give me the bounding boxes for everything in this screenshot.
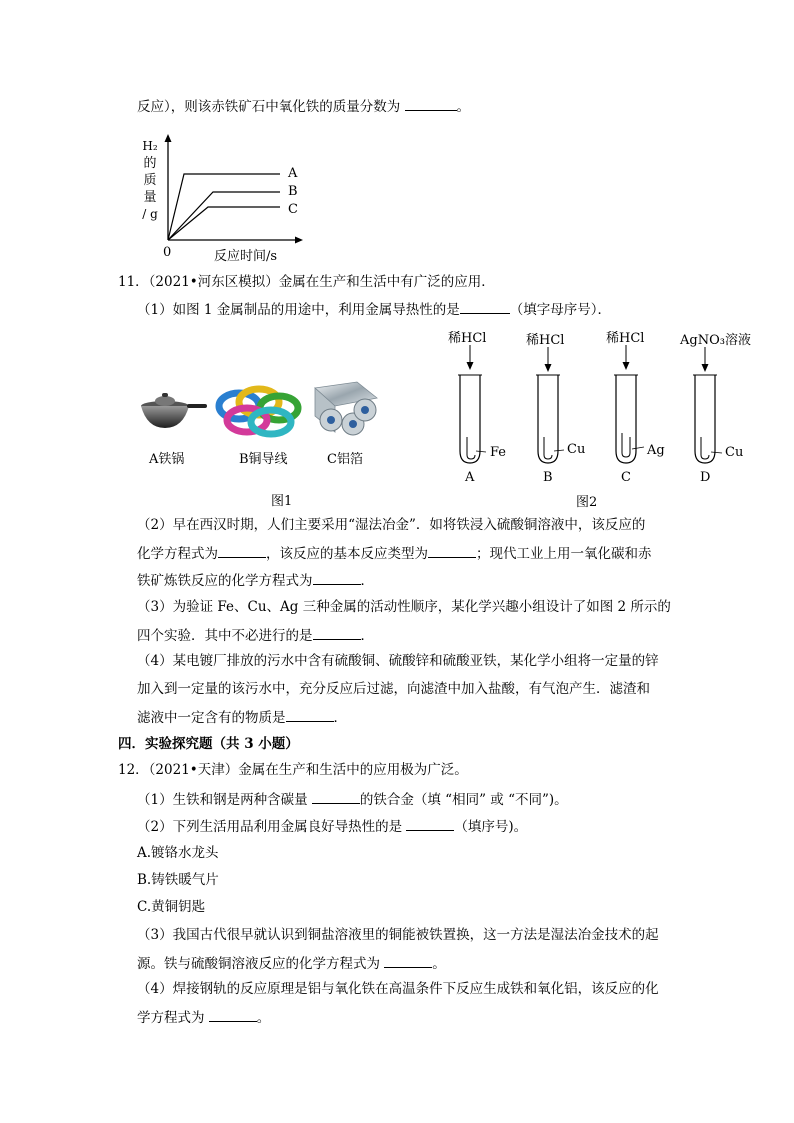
tube-letter-a: A [465, 470, 475, 485]
test-tube-b [536, 347, 564, 463]
fig1-item-b: B铜导线 [239, 452, 288, 467]
metal-a: Fe [490, 445, 507, 460]
text: ，该反应的基本反应类型为 [266, 546, 428, 562]
metal-d: Cu [725, 445, 744, 460]
text-line [137, 816, 527, 836]
question-12-heading: 12．（2021•天津）金属在生产和生活中的应用极为广泛。 [118, 762, 468, 778]
fig1-caption: 图1 [271, 494, 293, 509]
text: （填字母序号）． [509, 302, 612, 318]
reaction-graph [138, 132, 308, 262]
y-label-part: / g [142, 207, 158, 221]
text: （2）下列生活用品利用金属良好导热性的是 [137, 819, 407, 835]
text: ． [360, 573, 374, 589]
x-axis-label: 反应时间/s [214, 249, 278, 264]
fig1-item-a: A铁锅 [149, 452, 185, 467]
test-tube-c [614, 345, 644, 463]
reagent-c: 稀HCl [606, 331, 645, 346]
text: ；现代工业上用一氧化碳和赤 [476, 546, 652, 562]
figure-2 [440, 325, 760, 515]
text: （1）生铁和钢是两种含碳量 [137, 792, 312, 808]
option-b: B.铸铁暖气片 [137, 872, 219, 888]
text-line: （4）焊接钢轨的反应原理是铝与氧化铁在高温条件下反应生成铁和氧化铝，该反应的化 [137, 981, 659, 997]
text: 源。铁与硫酸铜溶液反应的化学方程式为 [137, 956, 385, 972]
answer-blank[interactable] [406, 816, 454, 831]
text: 。 [256, 1010, 271, 1026]
text: （1）如图 1 金属制品的用途中，利用金属导热性的是 [137, 302, 460, 318]
curve-b [168, 192, 280, 240]
text: 滤液中一定含有的物质是 [137, 710, 286, 726]
wok-image [137, 392, 209, 432]
answer-blank[interactable] [312, 789, 360, 804]
text: 反应），则该赤铁矿石中氧化铁的质量分数为 [137, 99, 405, 115]
curve-label-a: A [288, 166, 298, 181]
graph-axes [138, 132, 308, 262]
reagent-b: 稀HCl [526, 333, 565, 348]
test-tube-d [693, 347, 722, 463]
question-11-heading: 11．（2021•河东区模拟）金属在生产和生活中有广泛的应用． [118, 274, 495, 290]
text-line [137, 543, 652, 563]
tube-letter-b: B [543, 470, 553, 485]
text-line [137, 1007, 270, 1027]
curve-label-b: B [288, 184, 298, 199]
text-line: （3）我国古代很早就认识到铜盐溶液里的铜能被铁置换，这一方法是湿法冶金技术的起 [137, 927, 659, 943]
answer-blank[interactable] [286, 707, 334, 722]
text: ． [333, 710, 347, 726]
option-a: A.镀铬水龙头 [137, 845, 219, 861]
reagent-d: AgNO₃溶液 [680, 333, 751, 348]
figure-1 [135, 380, 395, 510]
answer-blank[interactable] [313, 625, 361, 640]
text-line [137, 789, 568, 809]
y-label-part: 量 [143, 190, 157, 205]
section-heading: 四．实验探究题（共 3 小题） [118, 736, 299, 752]
curve-c [168, 207, 280, 240]
fig2-caption: 图2 [576, 495, 598, 510]
answer-blank[interactable] [460, 299, 510, 314]
option-c: C.黄铜钥匙 [137, 899, 206, 915]
text: 学方程式为 [137, 1010, 209, 1026]
tube-letter-c: C [621, 470, 631, 485]
text: 。 [432, 956, 446, 972]
answer-blank[interactable] [405, 96, 457, 111]
text: （填序号)。 [454, 819, 528, 835]
text-line: （4）某电镀厂排放的污水中含有硫酸铜、硫酸锌和硫酸亚铁，某化学小组将一定量的锌 [137, 653, 659, 669]
tube-letter-d: D [700, 470, 711, 485]
answer-blank[interactable] [428, 543, 476, 558]
metal-c: Ag [647, 443, 665, 458]
text: 。 [456, 99, 471, 115]
fig1-item-c: C铝箔 [327, 452, 363, 467]
y-label-part: 质 [143, 173, 157, 188]
copper-wire-image [215, 384, 303, 440]
y-label-part: H₂ [142, 139, 158, 153]
metal-b: Cu [567, 442, 586, 457]
y-label-part: 的 [143, 156, 157, 171]
aluminum-foil-image [313, 380, 379, 438]
text: 铁矿炼铁反应的化学方程式为 [137, 573, 313, 589]
answer-blank[interactable] [384, 953, 432, 968]
text-line [137, 96, 470, 116]
text: 四个实验．其中不必进行的是 [137, 628, 313, 644]
test-tube-a [458, 345, 486, 463]
reagent-a: 稀HCl [448, 331, 487, 346]
text-line: （2）早在西汉时期，人们主要采用“湿法冶金”．如将铁浸入硫酸铜溶液中，该反应的 [137, 517, 646, 533]
answer-blank[interactable] [313, 570, 361, 585]
text-line: 加入到一定量的该污水中，充分反应后过滤，向滤渣中加入盐酸，有气泡产生．滤渣和 [137, 681, 650, 697]
y-axis-label [142, 138, 158, 223]
answer-blank[interactable] [218, 543, 266, 558]
test-tubes [440, 325, 760, 485]
text: 化学方程式为 [137, 546, 218, 562]
text-line [137, 570, 374, 590]
text-line [137, 625, 374, 645]
text-line [137, 707, 347, 727]
text-line [137, 299, 611, 319]
curve-label-c: C [288, 202, 298, 217]
text-line: （3）为验证 Fe、Cu、Ag 三种金属的活动性顺序，某化学兴趣小组设计了如图 2 所示的 [137, 599, 671, 615]
answer-blank[interactable] [209, 1007, 257, 1022]
text: ． [360, 628, 374, 644]
origin-label: 0 [163, 245, 172, 260]
text: 的铁合金（填 “相同” 或 “不同”)。 [359, 792, 568, 808]
text-line [137, 953, 446, 973]
